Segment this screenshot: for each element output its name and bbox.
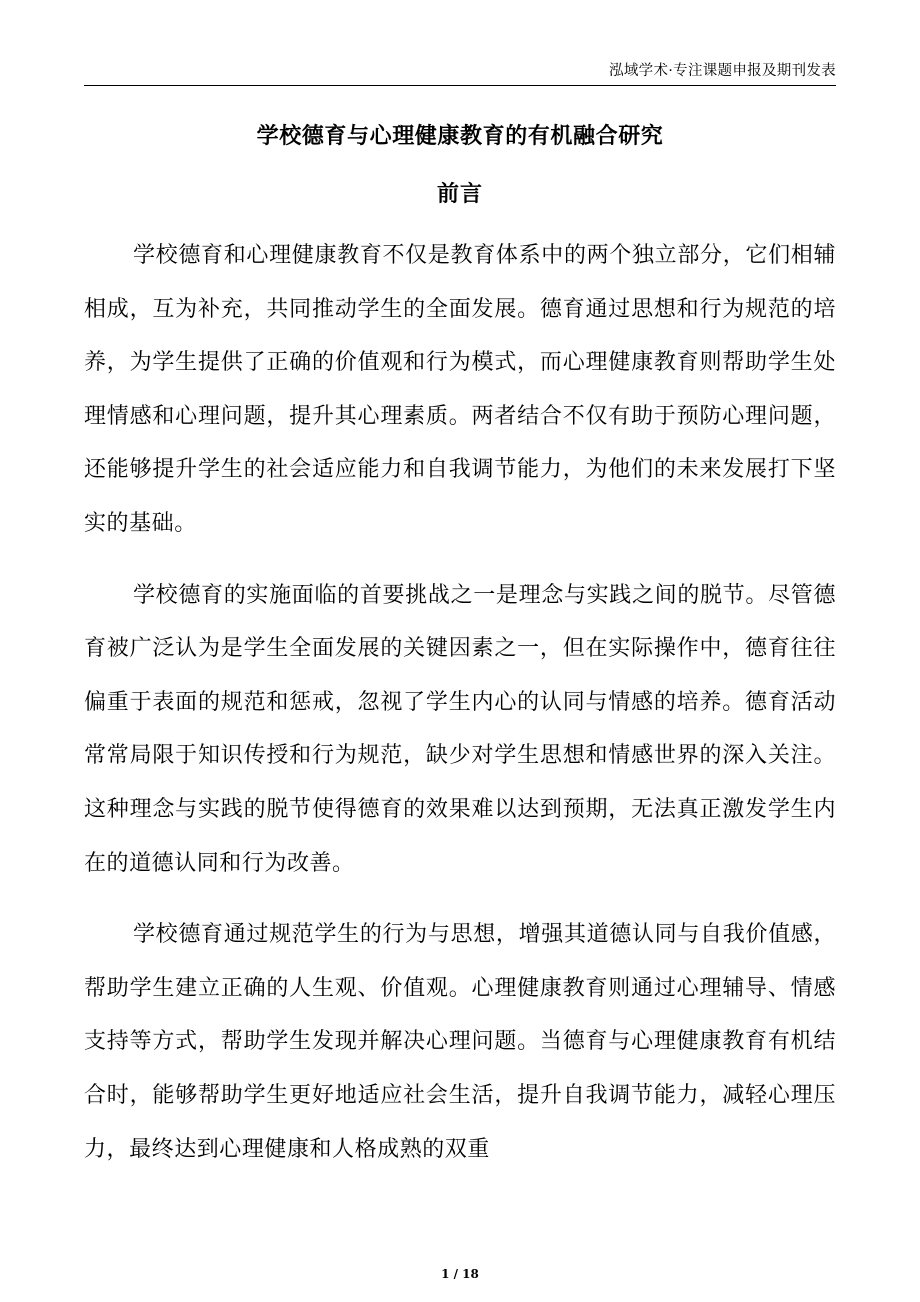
document-body [84,229,836,1194]
running-header: 泓域学术·专注课题申报及期刊发表 [609,63,836,79]
header-divider [84,85,836,86]
document-title: 学校德育与心理健康教育的有机融合研究 [256,124,664,149]
paragraph: 学校德育的实施面临的首要挑战之一是理念与实践之间的脱节。尽管德育被广泛认为是学生全面发展的关键因素之一，但在实际操作中，德育往往偏重于表面的规范和惩戒，忽视了学生内心的认同与情感的培养。德育活动常常局限于知识传授和行为规范，缺少对学生思想和情感世界的深入关注。这种理念与实践的脱节使得德育的效果难以达到预期，无法真正激发学生内在的道德认同和行为改善。 [84,582,836,876]
section-heading: 前言 [436,182,483,207]
page-number: 1 / 18 [441,1267,479,1281]
paragraph: 学校德育通过规范学生的行为与思想，增强其道德认同与自我价值感，帮助学生建立正确的人生观、价值观。心理健康教育则通过心理辅导、情感支持等方式，帮助学生发现并解决心理问题。当德育与心理健康教育有机结合时，能够帮助学生更好地适应社会生活，提升自我调节能力，减轻心理压力，最终达到心理健康和人格成熟的双重 [84,922,836,1162]
paragraph: 学校德育和心理健康教育不仅是教育体系中的两个独立部分，它们相辅相成，互为补充，共同推动学生的全面发展。德育通过思想和行为规范的培养，为学生提供了正确的价值观和行为模式，而心理健康教育则帮助学生处理情感和心理问题，提升其心理素质。两者结合不仅有助于预防心理问题，还能够提升学生的社会适应能力和自我调节能力，为他们的未来发展打下坚实的基础。 [84,243,836,536]
